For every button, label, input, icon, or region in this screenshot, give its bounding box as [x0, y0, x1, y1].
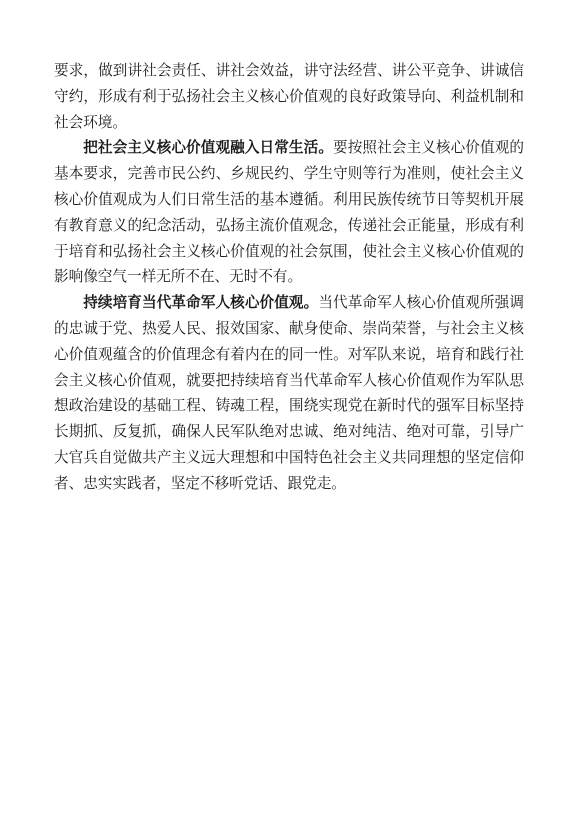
paragraph-lead-heading: 持续培育当代革命军人核心价值观。 — [83, 294, 319, 312]
paragraph-text: 要求，做到讲社会责任、讲社会效益，讲守法经营、讲公平竞争、讲诚信守约，形成有利于弘扬社会主义核心价值观的良好政策导向、利益机制和社会环境。 — [54, 62, 524, 131]
paragraph-military-values — [54, 290, 524, 496]
paragraph-continuation — [54, 58, 524, 135]
document-body — [54, 58, 524, 497]
paragraph-text: 当代革命军人核心价值观所强调的忠诚于党、热爱人民、报效国家、献身使命、崇尚荣誉，与社会主义核心价值观蕴含的价值理念有着内在的同一性。对军队来说，培育和践行社会主义核心价值观，就要把持续培育当代革命军人核心价值观作为军队思想政治建设的基础工程、铸魂工程，围绕实现党在新时代的强军目标坚持长期抓、反复抓，确保人民军队绝对忠诚、绝对纯洁、绝对可靠，引导广大官兵自觉做共产主义远大理想和中国特色社会主义共同理想的坚定信仰者、忠实实践者，坚定不移听党话、跟党走。 — [54, 294, 524, 492]
paragraph-daily-life — [54, 135, 524, 290]
paragraph-text: 要按照社会主义核心价值观的基本要求，完善市民公约、乡规民约、学生守则等行为准则，使社会主义核心价值观成为人们日常生活的基本遵循。利用民族传统节日等契机开展有教育意义的纪念活动，弘扬主流价值观念，传递社会正能量，形成有利于培育和弘扬社会主义核心价值观的社会氛围，使社会主义核心价值观的影响像空气一样无所不在、无时不有。 — [54, 139, 524, 286]
paragraph-lead-heading: 把社会主义核心价值观融入日常生活。 — [83, 139, 334, 157]
